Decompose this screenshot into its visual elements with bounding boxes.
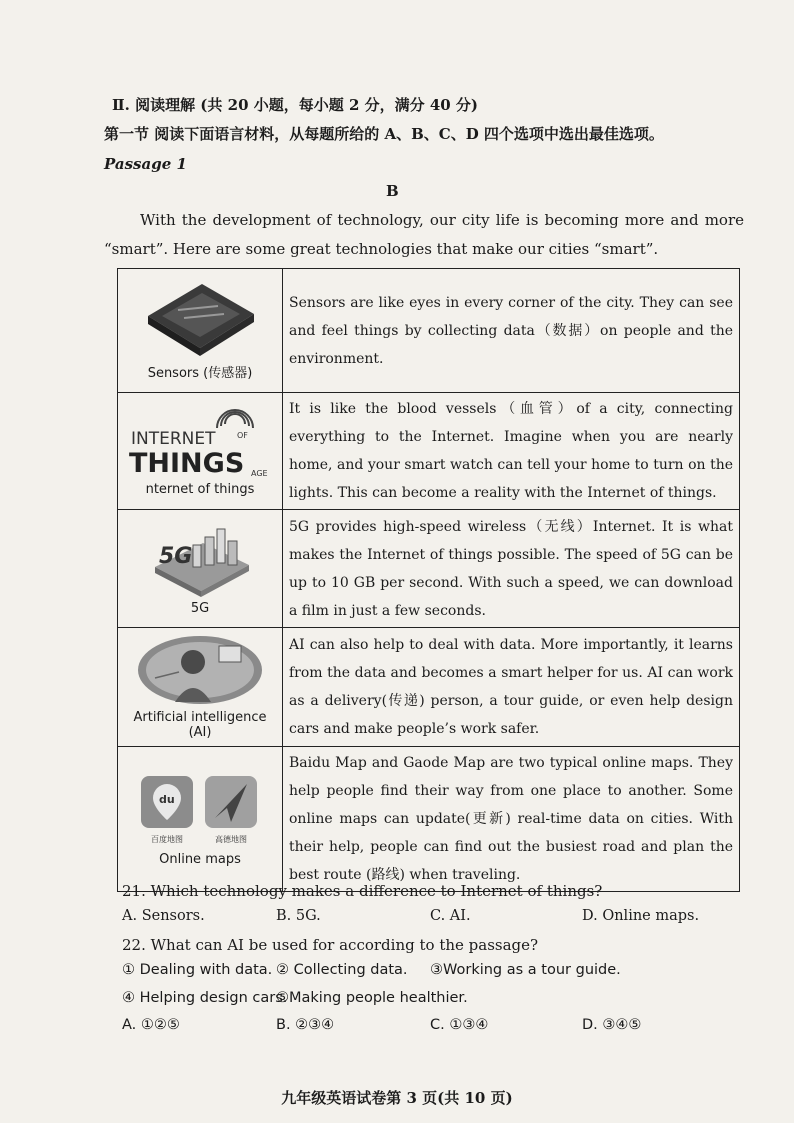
baidu-map-label: 百度地图 bbox=[151, 834, 183, 844]
logo-things-text: THINGS bbox=[129, 447, 245, 479]
q22-item-1: ① Dealing with data. bbox=[122, 962, 273, 978]
q21-option-c: C. AI. bbox=[430, 908, 471, 924]
image-cell bbox=[118, 393, 283, 510]
question-21-stem: 21. Which technology makes a difference to Internet of things? bbox=[122, 882, 603, 900]
q22-item-5: ⑤Making people healthier. bbox=[276, 990, 468, 1006]
image-cell bbox=[118, 747, 283, 892]
section-title: Ⅱ. 阅读理解 (共 20 小题，每小题 2 分，满分 40 分) bbox=[112, 96, 479, 114]
table-row bbox=[118, 393, 740, 510]
baidu-du-text: du bbox=[159, 792, 175, 806]
table-row bbox=[118, 269, 740, 393]
q22-option-d: D. ③④⑤ bbox=[582, 1017, 642, 1033]
page-footer: 九年级英语试卷第 3 页(共 10 页) bbox=[281, 1089, 513, 1107]
image-cell bbox=[118, 269, 283, 393]
q22-item-3: ③Working as a tour guide. bbox=[430, 962, 621, 978]
description-cell: It is like the blood vessels（血管）of a city, connecting everything to the Internet. Imagine when you are nearly home, and your smart watch can tell your home to turn on the lights. This can become a reality with the Internet of things. bbox=[283, 393, 740, 510]
passage-letter: B bbox=[386, 182, 399, 200]
q22-option-b: B. ②③④ bbox=[276, 1017, 335, 1033]
q22-item-2: ② Collecting data. bbox=[276, 962, 408, 978]
internet-of-things-logo bbox=[125, 404, 275, 480]
badge-5g-text: 5G bbox=[159, 544, 193, 569]
sensor-chip-icon bbox=[140, 278, 260, 360]
logo-age-text: AGE bbox=[251, 468, 268, 478]
section-instruction: 第一节 阅读下面语言材料，从每题所给的 A、B、C、D 四个选项中选出最佳选项。 bbox=[104, 125, 664, 143]
5g-city-icon bbox=[145, 519, 255, 599]
q22-item-4: ④ Helping design cars. bbox=[122, 990, 288, 1006]
passage-label: Passage 1 bbox=[104, 155, 187, 173]
intro-paragraph: With the development of technology, our city life is becoming more and more “smart”. Here are some great technologies that make our cities “smart”. bbox=[104, 211, 744, 258]
description-cell: AI can also help to deal with data. More importantly, it learns from the data and becomes a smart helper for us. AI can work as a delivery(传递) person, a tour guide, or even help design cars and make people’s work safer. bbox=[283, 628, 740, 747]
image-caption: Artificial intelligence (AI) bbox=[133, 710, 267, 740]
image-cell bbox=[118, 510, 283, 628]
q22-option-a: A. ①②⑤ bbox=[122, 1017, 180, 1033]
logo-internet-text: INTERNET bbox=[131, 428, 216, 449]
table-row bbox=[118, 628, 740, 747]
map-apps-icon bbox=[135, 770, 265, 850]
image-caption: nternet of things bbox=[145, 481, 255, 497]
description-cell: Sensors are like eyes in every corner of the city. They can see and feel things by collecting data（数据）on people and the environment. bbox=[283, 269, 740, 393]
q22-option-c: C. ①③④ bbox=[430, 1017, 489, 1033]
q21-option-a: A. Sensors. bbox=[122, 908, 205, 924]
image-caption: Sensors (传感器) bbox=[147, 366, 253, 381]
description-cell: 5G provides high-speed wireless（无线）Internet. It is what makes the Internet of things possible. The speed of 5G can be up to 10 GB per second. With such a speed, we can download a film in just a few seconds. bbox=[283, 510, 740, 628]
ai-robot-icon bbox=[135, 632, 265, 708]
table-row bbox=[118, 510, 740, 628]
image-caption: 5G bbox=[190, 601, 210, 616]
image-cell bbox=[118, 628, 283, 747]
description-cell: Baidu Map and Gaode Map are two typical online maps. They help people find their way from one place to another. Some online maps can update(更新) real-time data on cities. With their help, people can find out the busiest road and plan the best route (路线) when traveling. bbox=[283, 747, 740, 892]
q21-option-d: D. Online maps. bbox=[582, 908, 700, 924]
question-22-stem: 22. What can AI be used for according to the passage? bbox=[122, 936, 539, 954]
q21-option-b: B. 5G. bbox=[276, 908, 321, 924]
logo-of-text: OF bbox=[237, 430, 248, 440]
technology-table bbox=[117, 268, 740, 892]
gaode-map-label: 高德地图 bbox=[215, 834, 247, 844]
table-row bbox=[118, 747, 740, 892]
image-caption: Online maps bbox=[159, 851, 241, 867]
